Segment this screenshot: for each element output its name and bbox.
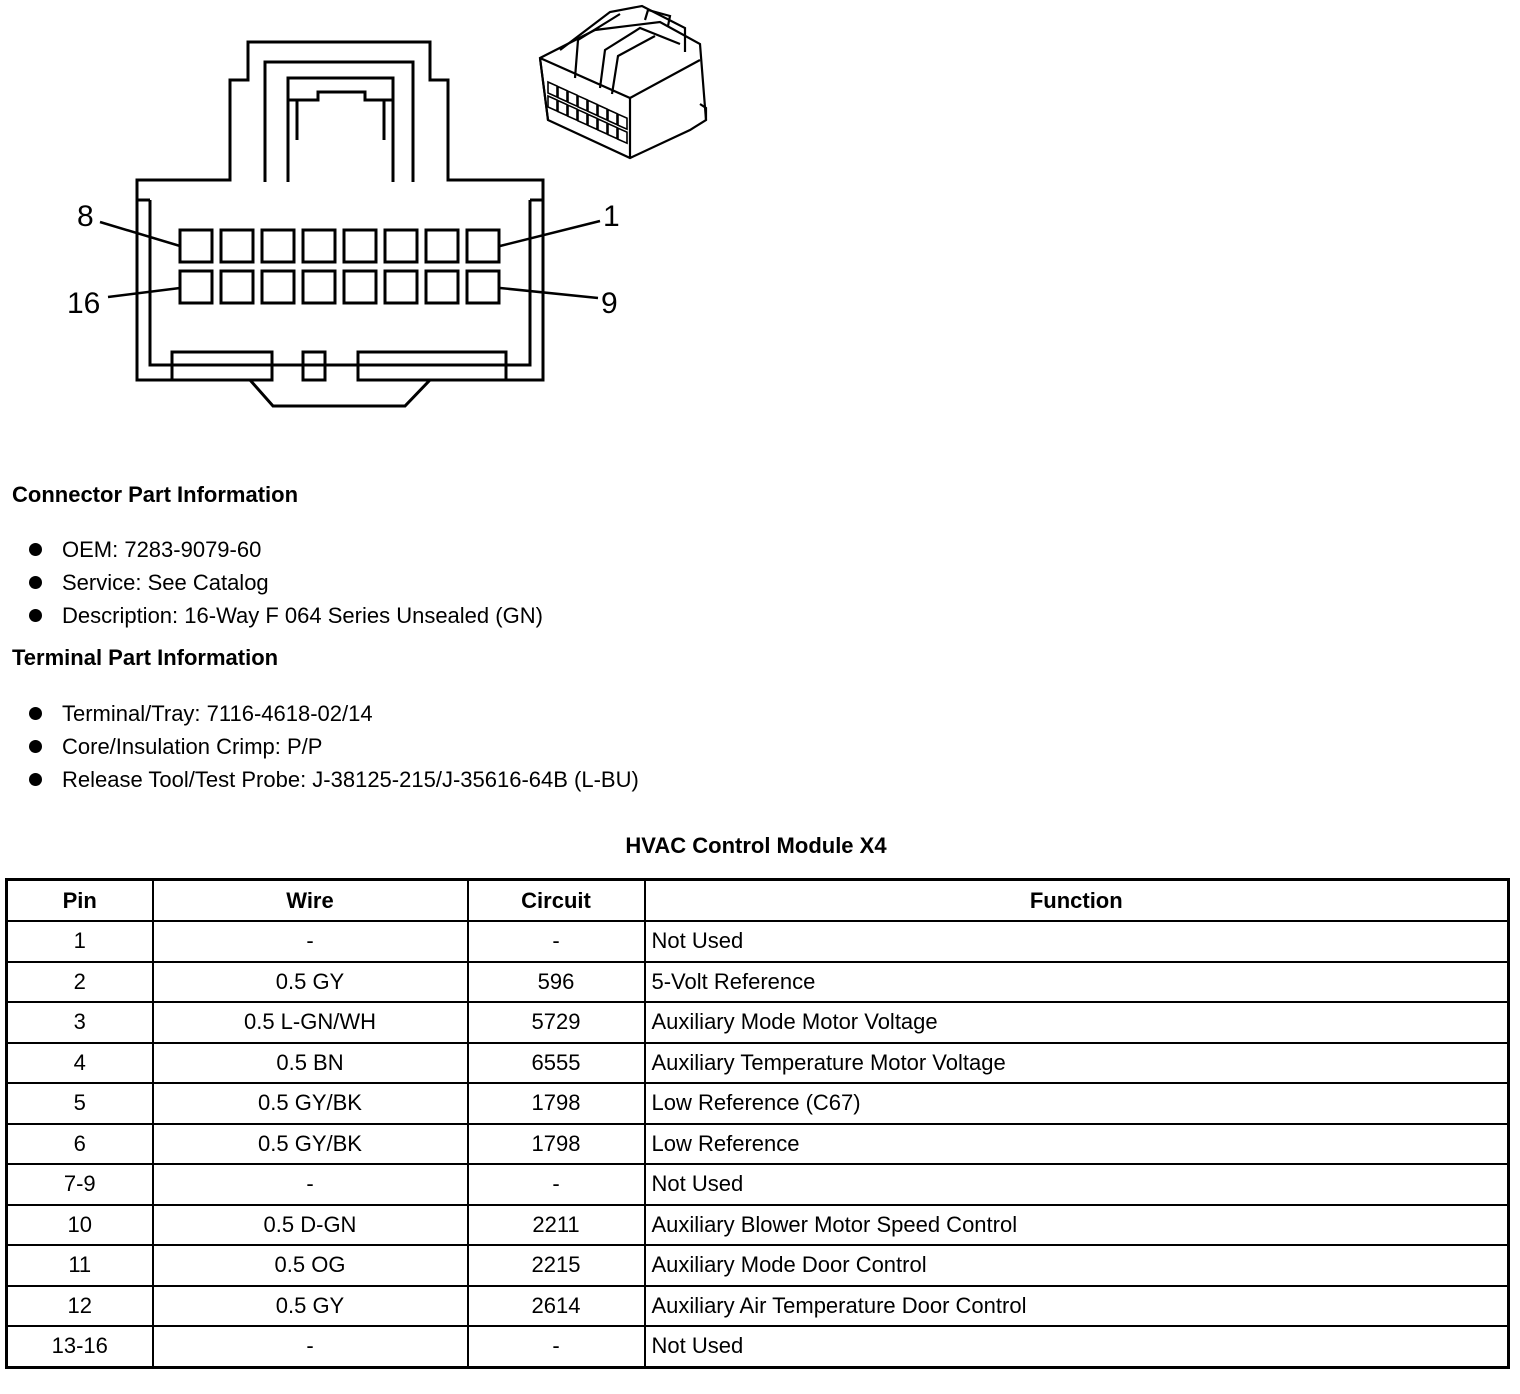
table-row	[7, 1002, 1509, 1043]
cell-wire: 0.5 GY	[153, 1286, 468, 1327]
pin-cavity	[180, 230, 212, 262]
connector-isometric-illustration	[540, 6, 706, 158]
column-header-circuit: Circuit	[468, 880, 645, 922]
table-row	[7, 921, 1509, 962]
cell-wire: 0.5 GY/BK	[153, 1083, 468, 1124]
cell-function: Not Used	[645, 1326, 1509, 1367]
pin-cavity	[426, 230, 458, 262]
bullet-icon	[29, 740, 42, 753]
cell-function: Auxiliary Mode Motor Voltage	[645, 1002, 1509, 1043]
table-row	[7, 962, 1509, 1003]
cell-wire: -	[153, 1326, 468, 1367]
cell-pin: 2	[7, 962, 153, 1003]
pin-label-9: 9	[601, 287, 618, 320]
cell-pin: 13-16	[7, 1326, 153, 1367]
pin-cavity	[467, 230, 499, 262]
list-item: Service: See Catalog	[26, 566, 543, 599]
cell-circuit: -	[468, 1326, 645, 1367]
pin-cavity	[344, 230, 376, 262]
list-item: Release Tool/Test Probe: J-38125-215/J-35616-64B (L-BU)	[26, 763, 639, 796]
connector-part-info-list	[26, 533, 543, 632]
leader-line-8	[100, 222, 180, 246]
pin-cavity	[467, 271, 499, 303]
cell-wire: 0.5 BN	[153, 1043, 468, 1084]
pin-label-16: 16	[67, 287, 101, 320]
pin-cavities	[180, 230, 499, 303]
bullet-icon	[29, 609, 42, 622]
cell-wire: 0.5 D-GN	[153, 1205, 468, 1246]
isometric-cavity	[598, 119, 607, 134]
table-row	[7, 1286, 1509, 1327]
cell-pin: 11	[7, 1245, 153, 1286]
isometric-cavity	[578, 110, 587, 125]
cell-circuit: 6555	[468, 1043, 645, 1084]
cell-circuit: 5729	[468, 1002, 645, 1043]
table-header-row	[7, 880, 1509, 922]
cell-pin: 5	[7, 1083, 153, 1124]
pin-label-1: 1	[603, 200, 620, 233]
cell-function: Not Used	[645, 1164, 1509, 1205]
table-row	[7, 1043, 1509, 1084]
cell-pin: 1	[7, 921, 153, 962]
terminal-part-info-heading: Terminal Part Information	[12, 645, 279, 670]
terminal-part-info-list	[26, 697, 639, 796]
cell-circuit: 2614	[468, 1286, 645, 1327]
cell-function: 5-Volt Reference	[645, 962, 1509, 1003]
cell-function: Not Used	[645, 921, 1509, 962]
isometric-cavity	[558, 101, 567, 116]
table-row	[7, 1164, 1509, 1205]
cell-pin: 4	[7, 1043, 153, 1084]
cell-circuit: 1798	[468, 1124, 645, 1165]
column-header-wire: Wire	[153, 880, 468, 922]
cell-function: Auxiliary Temperature Motor Voltage	[645, 1043, 1509, 1084]
isometric-cavity	[568, 91, 577, 106]
cell-wire: -	[153, 1164, 468, 1205]
isometric-cavity	[578, 96, 587, 111]
column-header-function: Function	[645, 880, 1509, 922]
isometric-cavity	[558, 87, 567, 102]
pin-cavity	[303, 230, 335, 262]
leader-line-9	[500, 288, 598, 298]
pin-cavity	[385, 271, 417, 303]
cell-circuit: 2215	[468, 1245, 645, 1286]
cell-wire: 0.5 GY	[153, 962, 468, 1003]
table-row	[7, 1124, 1509, 1165]
cell-wire: -	[153, 921, 468, 962]
cell-wire: 0.5 OG	[153, 1245, 468, 1286]
cell-pin: 3	[7, 1002, 153, 1043]
isometric-cavity	[548, 96, 557, 111]
cell-function: Auxiliary Air Temperature Door Control	[645, 1286, 1509, 1327]
isometric-cavity	[588, 114, 597, 129]
isometric-cavity	[608, 124, 617, 139]
list-item: Terminal/Tray: 7116-4618-02/14	[26, 697, 639, 730]
isometric-cavity	[598, 105, 607, 120]
connector-face-drawing	[0, 0, 760, 420]
bullet-icon	[29, 576, 42, 589]
pin-cavity	[262, 271, 294, 303]
pin-cavity	[426, 271, 458, 303]
table-row	[7, 1326, 1509, 1367]
cell-pin: 6	[7, 1124, 153, 1165]
pin-cavity	[221, 230, 253, 262]
leader-line-1	[500, 221, 600, 246]
pin-cavity	[180, 271, 212, 303]
isometric-cavity	[548, 82, 557, 97]
isometric-cavity	[618, 114, 627, 129]
isometric-cavity	[588, 100, 597, 115]
cell-function: Low Reference	[645, 1124, 1509, 1165]
bullet-icon	[29, 773, 42, 786]
cell-pin: 7-9	[7, 1164, 153, 1205]
isometric-cavity	[568, 105, 577, 120]
table-row	[7, 1205, 1509, 1246]
cell-wire: 0.5 L-GN/WH	[153, 1002, 468, 1043]
connector-part-info-heading: Connector Part Information	[12, 482, 299, 507]
isometric-cavity	[618, 128, 627, 143]
list-item: Core/Insulation Crimp: P/P	[26, 730, 639, 763]
cell-function: Auxiliary Blower Motor Speed Control	[645, 1205, 1509, 1246]
cell-wire: 0.5 GY/BK	[153, 1124, 468, 1165]
cell-circuit: 2211	[468, 1205, 645, 1246]
cell-function: Auxiliary Mode Door Control	[645, 1245, 1509, 1286]
list-item: OEM: 7283-9079-60	[26, 533, 543, 566]
cell-circuit: 1798	[468, 1083, 645, 1124]
list-item: Description: 16-Way F 064 Series Unsealed (GN)	[26, 599, 543, 632]
pin-cavity	[262, 230, 294, 262]
pin-label-8: 8	[77, 200, 94, 233]
table-row	[7, 1083, 1509, 1124]
bullet-icon	[29, 707, 42, 720]
pin-cavity	[221, 271, 253, 303]
cell-circuit: 596	[468, 962, 645, 1003]
connector-diagram	[0, 0, 760, 420]
leader-line-16	[108, 288, 180, 297]
column-header-pin: Pin	[7, 880, 153, 922]
pin-cavity	[344, 271, 376, 303]
cell-pin: 10	[7, 1205, 153, 1246]
bullet-icon	[29, 543, 42, 556]
pin-cavity	[385, 230, 417, 262]
pinout-table	[5, 878, 1510, 1369]
cell-circuit: -	[468, 1164, 645, 1205]
table-title: HVAC Control Module X4	[625, 833, 887, 858]
table-body	[7, 921, 1509, 1367]
cell-pin: 12	[7, 1286, 153, 1327]
cell-function: Low Reference (C67)	[645, 1083, 1509, 1124]
table-row	[7, 1245, 1509, 1286]
cell-circuit: -	[468, 921, 645, 962]
isometric-cavity	[608, 110, 617, 125]
pin-cavity	[303, 271, 335, 303]
